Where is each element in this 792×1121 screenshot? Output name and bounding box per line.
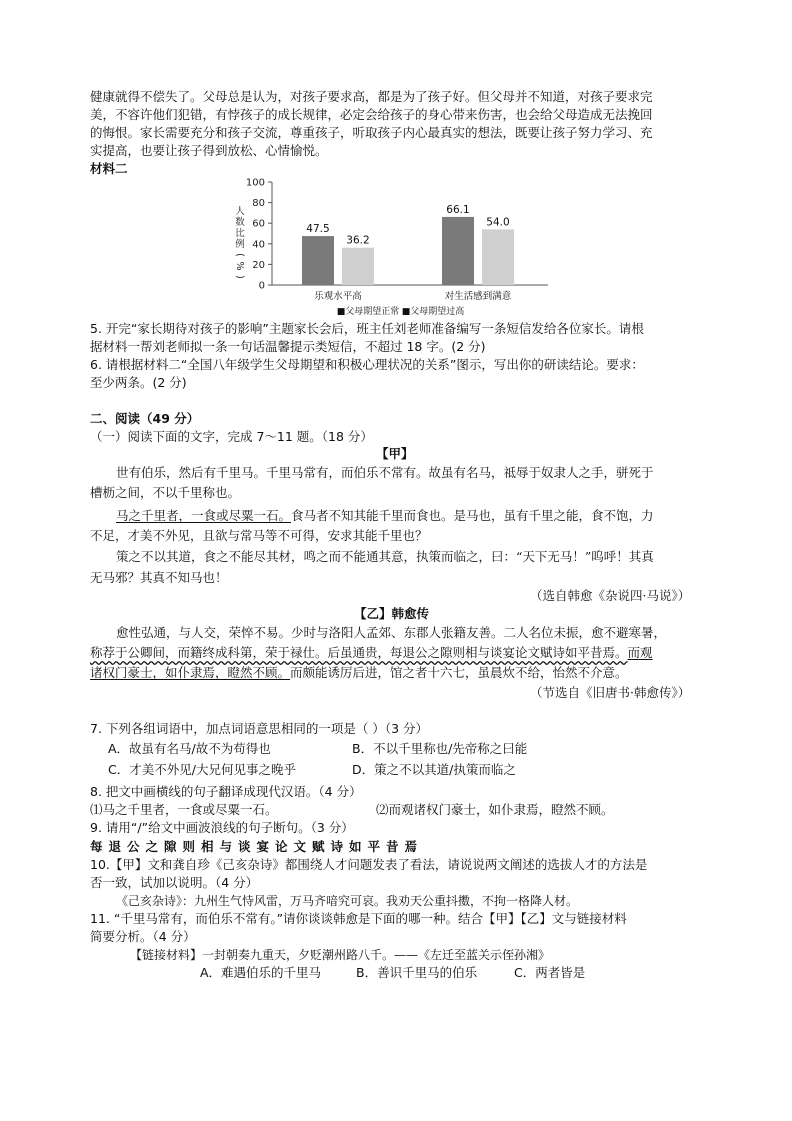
y-axis-label-char: 比 — [235, 228, 245, 239]
y-axis-label-char: 数 — [235, 217, 245, 228]
q6-line-2: 至少两条。(2 分) — [90, 375, 187, 390]
category-label: 对生活感到满意 — [444, 291, 512, 302]
jia-p3-line-2: 无马邪？其真不知马也！ — [90, 570, 228, 585]
q5-line-1: 5. 开完“家长期待对孩子的影响”主题家长会后，班主任刘老师准备编写一条短信发给各位家长。请根 — [90, 321, 644, 336]
q7-stem: 7. 下列各组词语中，加点词语意思相同的一项是（ ）（3 分） — [90, 721, 429, 736]
yi-line-3-rest: 而颇能诱厉后进，馆之者十六七，虽晨炊不给，怡然不介意。 — [290, 665, 628, 680]
y-tick-label: 80 — [252, 198, 265, 210]
yi-underlined-start: 而观 — [627, 645, 653, 660]
bar — [482, 229, 514, 285]
intro-line-1: 健康就得不偿失了。父母总是认为，对孩子要求高，都是为了孩子好。但父母并不知道，对孩子要求完 — [90, 89, 653, 104]
q11-option-a: A．难遇伯乐的千里马 — [200, 965, 322, 980]
yi-line-1: 愈性弘通，与人交，荣悴不易。少时与洛阳人孟郊、东郡人张籍友善。二人名位未振，愈不避寒暑， — [116, 625, 667, 640]
intro-line-3: 的悔恨。家长需要充分和孩子交流，尊重孩子，听取孩子内心最真实的想法，既要让孩子努力学习、充 — [90, 125, 653, 140]
bar-chart — [228, 172, 558, 320]
jia-source: （选自韩愈《杂说四·马说》） — [530, 588, 691, 603]
intro-line-4: 实提高，也要让孩子得到放松、心情愉悦。 — [90, 143, 328, 158]
bar-value-label: 47.5 — [306, 223, 330, 236]
y-axis-label-char: 人 — [235, 206, 245, 217]
y-tick-label: 100 — [245, 177, 265, 189]
bar-value-label: 66.1 — [446, 203, 470, 216]
q7-option-a: A．故虽有名马/故不为苟得也 — [108, 741, 271, 756]
jia-p1-line-1: 世有伯乐，然后有千里马。千里马常有，而伯乐不常有。故虽有名马，祗辱于奴隶人之手，骈死于 — [116, 465, 654, 480]
bar-value-label: 54.0 — [486, 216, 510, 229]
q10-line-1: 10.【甲】文和龚自珍《己亥杂诗》都围绕人才问题发表了看法，请说说两文阐述的选拔人才的方法是 — [90, 857, 648, 872]
yi-wavy-sentence: 称荐于公卿间，而籍终成科第，荣于禄仕。后虽通贵，每退公之隙则相与谈宴论文赋诗如平昔焉。 — [90, 645, 628, 660]
bar — [342, 248, 374, 285]
y-axis-label-char: ( — [234, 253, 245, 257]
q11-option-b: B．善识千里马的伯乐 — [356, 965, 478, 980]
q8-stem: 8. 把文中画横线的句子翻译成现代汉语。（4 分） — [90, 784, 362, 799]
jia-p2-line-1 — [116, 507, 654, 525]
jia-p1-line-2: 槽枥之间，不以千里称也。 — [90, 485, 241, 500]
q7-option-d: D．策之不以其道/执策而临之 — [352, 762, 516, 777]
q11-option-c: C．两者皆是 — [514, 965, 586, 980]
q9-sentence: 每退公之隙则相与谈宴论文赋诗如平昔焉 — [90, 839, 424, 854]
jia-p2-underlined: 马之千里者，一食或尽粟一石。 — [116, 508, 292, 523]
q7-option-c: C．才美不外见/大兄何见事之晚乎 — [108, 762, 296, 777]
bar-value-label: 36.2 — [346, 234, 370, 247]
yi-underlined-end: 诸权门豪士，如仆隶焉，瞪然不顾。 — [90, 665, 291, 680]
yi-line-3 — [90, 664, 628, 682]
y-axis-label-char: 例 — [235, 239, 245, 250]
y-tick-label: 0 — [258, 280, 265, 292]
y-axis-label-char: ) — [234, 275, 245, 279]
material2-label: 材料二 — [90, 161, 128, 176]
q11-line-2: 简要分析。（4 分） — [90, 929, 196, 944]
q5-line-2: 据材料一帮刘老师拟一条一句话温馨提示类短信，不超过 18 字。(2 分) — [90, 339, 486, 354]
q10-line-2: 否一致，试加以说明。（4 分） — [90, 875, 259, 890]
intro-line-2: 美，不容许他们犯错，有悖孩子的成长规律，必定会给孩子的身心带来伤害，也会给父母造成无法挽回 — [90, 107, 653, 122]
jia-p2-line-2: 不足，才美不外见，且欲与常马等不可得，安求其能千里也？ — [90, 528, 428, 543]
bar — [302, 236, 334, 285]
jia-p3-line-1: 策之不以其道，食之不能尽其材，鸣之而不能通其意，执策而临之，曰：“天下无马！”呜呼！其真 — [116, 549, 654, 564]
q8-sentence-2: ⑵而观诸权门豪士，如仆隶焉，瞪然不顾。 — [376, 802, 614, 817]
q11-link-material: 【链接材料】一封朝奏九重天，夕贬潮州路八千。——《左迁至蓝关示侄孙湘》 — [130, 948, 551, 962]
y-tick-label: 40 — [252, 239, 265, 251]
q11-line-1: 11. “千里马常有，而伯乐不常有。”请你谈谈韩愈是下面的哪一种。结合【甲】【乙】文与链接材料 — [90, 911, 627, 926]
jia-title: 【甲】 — [376, 446, 414, 461]
y-tick-label: 60 — [252, 218, 265, 230]
q10-poem: 《己亥杂诗》：九州生气恃风雷，万马齐喑究可哀。我劝天公重抖擞，不拘一格降人材。 — [116, 894, 579, 908]
q6-line-1: 6. 请根据材料二“全国八年级学生父母期望和积极心理状况的关系”图示，写出你的研读结论。要求： — [90, 357, 644, 372]
section2-subtitle: （一）阅读下面的文字，完成 7～11 题。（18 分） — [90, 429, 373, 444]
y-tick-label: 20 — [252, 259, 265, 271]
yi-title: 【乙】韩愈传 — [354, 606, 430, 621]
yi-source: （节选自《旧唐书·韩愈传》） — [530, 685, 691, 700]
legend-entry: ■父母期望过高 — [401, 307, 465, 317]
q7-option-b: B．不以千里称也/先帝称之曰能 — [352, 741, 528, 756]
jia-p2-rest: 食马者不知其能千里而食也。是马也，虽有千里之能，食不饱，力 — [291, 508, 654, 523]
q8-sentence-1: ⑴马之千里者，一食或尽粟一石。 — [90, 802, 278, 817]
legend-entry: ■父母期望正常 — [336, 307, 400, 317]
section2-title: 二、阅读（49 分） — [90, 411, 200, 426]
y-axis-label-char: % — [234, 261, 245, 271]
bar — [442, 217, 474, 285]
yi-line-2 — [90, 644, 653, 662]
q9-stem: 9. 请用“/”给文中画波浪线的句子断句。（3 分） — [90, 820, 354, 835]
category-label: 乐观水平高 — [314, 291, 362, 302]
